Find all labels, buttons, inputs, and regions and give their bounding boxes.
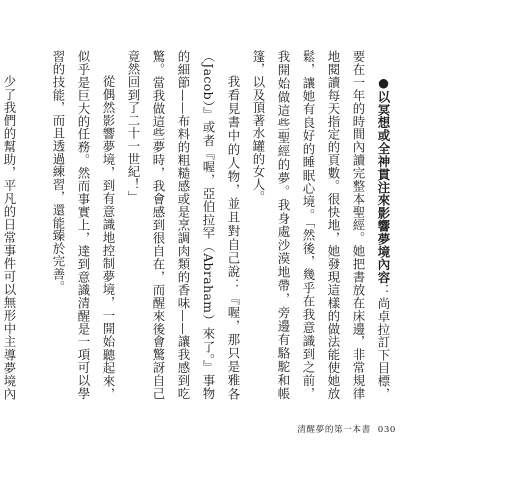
section-heading: 以冥想或全神貫注來影響夢境內容 xyxy=(376,90,391,284)
paragraph-1: ：尚卓拉訂下目標，要在一年的時間內讀完整本聖經。她把書放在床邊，非常規律地閱讀每天指定的頁數。很快地，她發現這樣的做法能使她放鬆，讓她有良好的睡眠心境。「然後，幾乎在我意識到之前，我開始做這些聖經的夢。我身處沙漠地帶，旁邊有駱駝和帳篷，以及頂著水罐的女人。 xyxy=(251,50,391,401)
paragraph-2: 我看見書中的人物，並且對自己說：『喔，那只是雅各（Jacob）』或者『喔，亞伯拉罕（Abraham）來了。』事物的細節——布料的粗糙感或是烹調肉類的香味——讓我感到吃驚。當我做這些夢時，我會感到很自在，而醒來後會驚訝自己竟然回到了二十一世紀！」 xyxy=(126,50,241,400)
paragraph-4: 少了我們的幫助，平凡的日常事件可以無形中主導夢境內 xyxy=(2,74,17,400)
page-footer xyxy=(297,423,396,435)
body-text xyxy=(0,50,396,400)
paragraph-3: 從偶然影響夢境，到有意識地控制夢境，一開始聽起來，似乎是巨大的任務。然而事實上，達到意識清醒是一項可以學習的技能，而且透過練習，還能臻於完善。 xyxy=(51,50,116,400)
running-title: 清醒夢的第一本書 xyxy=(297,425,371,435)
bullet-icon: ● xyxy=(376,74,391,91)
bullet-paragraph xyxy=(246,50,396,400)
page-number: 030 xyxy=(377,425,396,435)
